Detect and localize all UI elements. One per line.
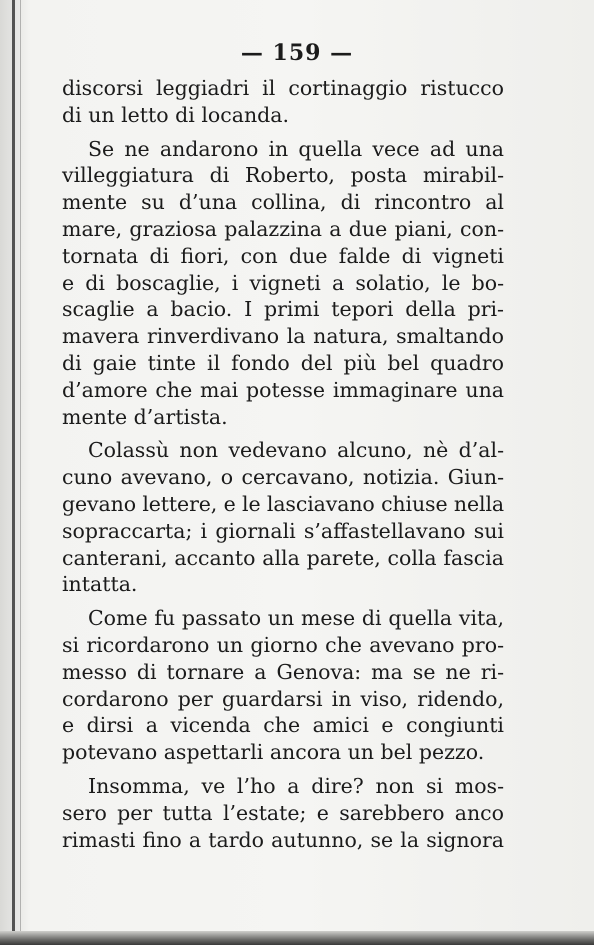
- text-line: d’amore che mai potesse immaginare una: [62, 377, 504, 402]
- text-line: Colassù non vedevano alcuno, nè d’al-: [88, 438, 504, 463]
- text-line: cuno avevano, o cercavano, notizia. Giun-: [62, 465, 504, 490]
- page-number: — 159 —: [240, 40, 354, 66]
- text-line: Come fu passato un mese di quella vita,: [88, 606, 504, 631]
- text-line: canterani, accanto alla parete, colla fascia: [62, 545, 504, 570]
- text-line: messo di tornare a Genova: ma se ne ri-: [62, 659, 504, 684]
- binding-edge: [20, 0, 21, 945]
- text-line: discorsi leggiadri il cortinaggio ristucco: [62, 76, 504, 100]
- text-line: cordarono per guardarsi in viso, ridendo,: [62, 686, 504, 711]
- text-line: potevano aspettarli ancora un bel pezzo.: [62, 740, 485, 765]
- binding-shadow: [12, 0, 15, 945]
- text-line: sero per tutta l’estate; e sarebbero anco: [62, 800, 504, 825]
- text-line: e dirsi a vicenda che amici e congiunti: [62, 713, 504, 738]
- text-line: mare, graziosa palazzina a due piani, con-: [62, 216, 504, 241]
- text-line: villeggiatura di Roberto, posta mirabil-: [62, 163, 504, 188]
- text-line: rimasti fino a tardo autunno, se la signora: [62, 827, 504, 852]
- text-line: mavera rinverdivano la natura, smaltando: [62, 324, 504, 349]
- text-line: e di boscaglie, i vigneti a solatio, le bo-: [62, 270, 504, 295]
- text-line: mente d’artista.: [62, 404, 228, 429]
- text-line: Insomma, ve l’ho a dire? non si mos-: [88, 773, 504, 798]
- text-line: scaglie a bacio. I primi tepori della pri-: [62, 297, 504, 322]
- text-line: si ricordarono un giorno che avevano pro-: [62, 632, 504, 657]
- text-line: intatta.: [62, 572, 138, 597]
- text-line: Se ne andarono in quella vece ad una: [88, 136, 504, 161]
- page-bottom-edge: [0, 931, 594, 945]
- body-text: [62, 75, 504, 853]
- text-line: mente su d’una collina, di rincontro al: [62, 190, 504, 215]
- text-line: sopraccarta; i giornali s’affastellavano sui: [62, 518, 504, 543]
- text-line: di gaie tinte il fondo del più bel quadro: [62, 350, 504, 375]
- text-line: di un letto di locanda.: [62, 102, 290, 127]
- text-line: tornata di fiori, con due falde di vigneti: [62, 243, 504, 268]
- text-line: gevano lettere, e le lasciavano chiuse nella: [62, 491, 504, 516]
